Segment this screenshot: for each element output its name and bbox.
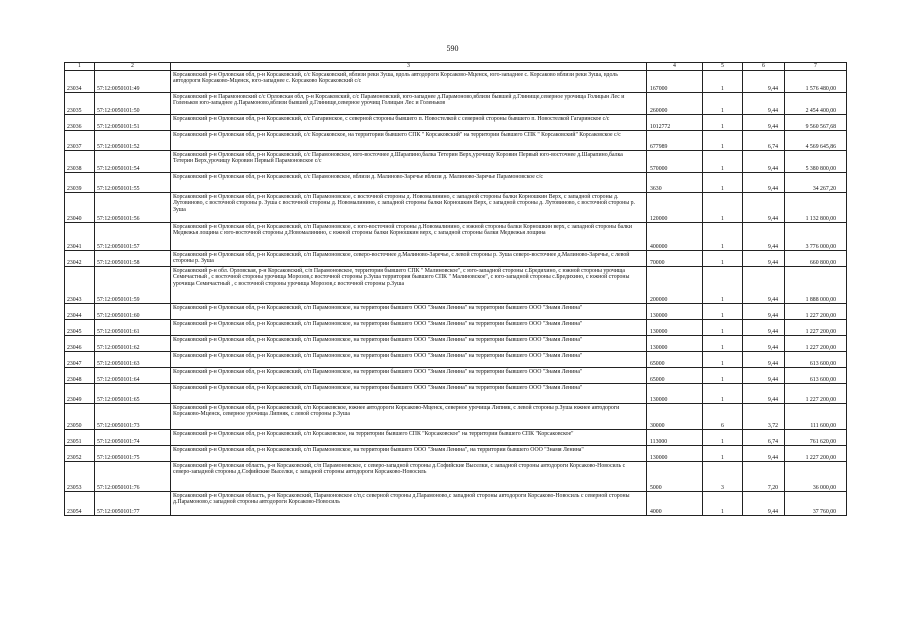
rate-value: 9,44 (743, 368, 785, 384)
location-description: Корсаковский р-н обл. Орловская, р-н Корсаковский, с/п Парамоновское, территория бывшего СПК " Малиновское", с юго-западной стороны с.Бредихино, с южной стороны урочища Семичастный , с восточной стороны урочища Морозов,с восточной стороны р.Зуша территория бывшего СПК " Малиновское", с юго-западной стороны с.Бредихино, с южной стороны урочища Семичастный , с восточной стороны урочища Морозов,с восточной стороны р.Зуша (171, 267, 647, 304)
group-value: 1 (703, 251, 743, 267)
table-row (65, 115, 847, 131)
row-number: 23037 (65, 131, 95, 151)
rate-value: 9,44 (743, 173, 785, 193)
row-number: 23050 (65, 404, 95, 430)
table-row (65, 446, 847, 462)
table-row (65, 462, 847, 492)
table-row (65, 223, 847, 251)
group-value: 1 (703, 71, 743, 93)
row-number: 23053 (65, 462, 95, 492)
area-value: 200000 (647, 267, 703, 304)
column-header: 5 (703, 63, 743, 71)
group-value: 1 (703, 446, 743, 462)
row-number: 23043 (65, 267, 95, 304)
cadastral-number: 57:12:0050101:76 (95, 462, 171, 492)
column-header: 3 (171, 63, 647, 71)
area-value: 570000 (647, 151, 703, 173)
area-value: 130000 (647, 446, 703, 462)
group-value: 1 (703, 173, 743, 193)
rate-value: 3,72 (743, 404, 785, 430)
area-value: 120000 (647, 193, 703, 223)
rate-value: 9,44 (743, 193, 785, 223)
row-number: 23035 (65, 93, 95, 115)
area-value: 130000 (647, 336, 703, 352)
group-value: 1 (703, 115, 743, 131)
table-row (65, 151, 847, 173)
group-value: 1 (703, 304, 743, 320)
location-description: Корсаковский р-н Орловская обл, р-н Корсаковский, с/с Корсаковский, вблизи реки Зуша, вдоль автодороги Корсаково-Мценск, юго-западнее с. Корсаково вблизи реки Зуша, вдоль автодороги Корсаково-Мценск, юго-западнее с. Корсаково Корсаковский с/с (171, 71, 647, 93)
cadastral-number: 57:12:0050101:73 (95, 404, 171, 430)
cadastral-value: 1 227 200,00 (785, 320, 847, 336)
area-value: 30000 (647, 404, 703, 430)
cadastral-number: 57:12:0050101:54 (95, 151, 171, 173)
row-number: 23054 (65, 492, 95, 516)
group-value: 1 (703, 430, 743, 446)
row-number: 23044 (65, 304, 95, 320)
area-value: 260000 (647, 93, 703, 115)
group-value: 3 (703, 462, 743, 492)
rate-value: 9,44 (743, 93, 785, 115)
location-description: Корсаковский р-н Орловская обл, р-н Корсаковский, с/п Корсаковское, на территории бывшего СПК "Корсаковское" на территории бывшего СПК "Корсаковское" (171, 430, 647, 446)
cadastral-value: 37 760,00 (785, 492, 847, 516)
cadastral-value: 36 000,00 (785, 462, 847, 492)
group-value: 1 (703, 384, 743, 404)
table-row (65, 131, 847, 151)
table-row (65, 492, 847, 516)
location-description: Корсаковский р-н Орловская обл, р-н Корсаковский, с/п Парамоновское, на территории бывшего ООО "Знамя Ленина", на территории бывшего ООО "Знамя Ленина" (171, 446, 647, 462)
cadastral-number: 57:12:0050101:65 (95, 384, 171, 404)
cadastral-number: 57:12:0050101:55 (95, 173, 171, 193)
group-value: 1 (703, 320, 743, 336)
rate-value: 9,44 (743, 320, 785, 336)
column-header: 4 (647, 63, 703, 71)
rate-value: 9,44 (743, 251, 785, 267)
group-value: 1 (703, 131, 743, 151)
group-value: 1 (703, 223, 743, 251)
area-value: 3630 (647, 173, 703, 193)
rate-value: 9,44 (743, 267, 785, 304)
cadastral-value: 3 776 000,00 (785, 223, 847, 251)
table-row (65, 352, 847, 368)
row-number: 23039 (65, 173, 95, 193)
rate-value: 9,44 (743, 304, 785, 320)
cadastral-number: 57:12:0050101:64 (95, 368, 171, 384)
area-value: 130000 (647, 384, 703, 404)
cadastral-value: 1 888 000,00 (785, 267, 847, 304)
cadastral-value: 111 600,00 (785, 404, 847, 430)
row-number: 23034 (65, 71, 95, 93)
cadastral-value: 660 800,00 (785, 251, 847, 267)
cadastral-number: 57:12:0050101:60 (95, 304, 171, 320)
cadastral-value: 2 454 400,00 (785, 93, 847, 115)
area-value: 1012772 (647, 115, 703, 131)
location-description: Корсаковский р-н Орловская обл, р-н Корсаковский, с/п Парамоновское, северо-восточнее д.Малиново-Заречье, с левой стороны р. Зуша северо-восточнее д.Малиново-Заречье, с левой стороны р. Зуша (171, 251, 647, 267)
table-row (65, 430, 847, 446)
cadastral-value: 613 600,00 (785, 352, 847, 368)
cadastral-value: 1 227 200,00 (785, 336, 847, 352)
table-row (65, 71, 847, 93)
rate-value: 9,44 (743, 446, 785, 462)
column-header: 7 (785, 63, 847, 71)
rate-value: 9,44 (743, 115, 785, 131)
area-value: 167000 (647, 71, 703, 93)
row-number: 23041 (65, 223, 95, 251)
group-value: 1 (703, 368, 743, 384)
rate-value: 9,44 (743, 492, 785, 516)
rate-value: 9,44 (743, 384, 785, 404)
cadastral-value: 761 620,00 (785, 430, 847, 446)
cadastral-value: 4 569 645,86 (785, 131, 847, 151)
cadastral-value: 1 227 200,00 (785, 384, 847, 404)
area-value: 5000 (647, 462, 703, 492)
location-description: Корсаковский р-н Орловская обл, р-н Корсаковский, с/с Корсаковское, на территории бывшего СПК " Корсаковский" на территории бывшего СПК " Корсаковский" Корсаковское с/с (171, 131, 647, 151)
group-value: 1 (703, 352, 743, 368)
group-value: 1 (703, 492, 743, 516)
table-row (65, 267, 847, 304)
area-value: 70000 (647, 251, 703, 267)
location-description: Корсаковский р-н Орловская обл, р-н Корсаковский, с/п Парамоновское, с восточной стороны д. Новомалинино, с западной стороны балки Корношкин Верх, с западной стороны д. Лутовиново, с восточной стороны р. Зуша с восточной стороны д. Новомалинино, с западной стороны балки Корношкин Верх, с западной стороны д. Лутовиново, с восточной стороны р. Зуша (171, 193, 647, 223)
rate-value: 9,44 (743, 352, 785, 368)
cadastral-number: 57:12:0050101:75 (95, 446, 171, 462)
table-row (65, 384, 847, 404)
location-description: Корсаковский р-н Орловская обл, р-н Корсаковский, с/с Гагаринское, с северной стороны бывшего п. Новостелкой с северной стороны бывшего п. Новостелкой Гагаринское с/с (171, 115, 647, 131)
location-description: Корсаковский р-н Орловская обл, р-н Корсаковский, с/п Парамоновское, на территории бывшего ООО "Знамя Ленина" на территории бывшего ООО "Знамя Ленина" (171, 320, 647, 336)
group-value: 1 (703, 151, 743, 173)
table-row (65, 304, 847, 320)
page-number: 590 (446, 44, 459, 53)
cadastral-number: 57:12:0050101:62 (95, 336, 171, 352)
area-value: 677989 (647, 131, 703, 151)
row-number: 23036 (65, 115, 95, 131)
cadastral-number: 57:12:0050101:58 (95, 251, 171, 267)
cadastral-value: 613 600,00 (785, 368, 847, 384)
column-header: 6 (743, 63, 785, 71)
group-value: 1 (703, 267, 743, 304)
location-description: Корсаковский р-н Орловская обл, р-н Корсаковский, с/п Парамоновское, на территории бывшего ООО "Знамя Ленина" на территории бывшего ООО "Знамя Ленина" (171, 384, 647, 404)
row-number: 23038 (65, 151, 95, 173)
land-plots-table (64, 62, 847, 516)
location-description: Корсаковский р-н Орловская обл, р-н Корсаковский, с/п Парамоновское, на территории бывшего ООО "Знамя Ленина" на территории бывшего ООО "Знамя Ленина" (171, 304, 647, 320)
table-header-row (65, 63, 847, 71)
column-header: 1 (65, 63, 95, 71)
row-number: 23046 (65, 336, 95, 352)
row-number: 23049 (65, 384, 95, 404)
group-value: 1 (703, 336, 743, 352)
table-row (65, 193, 847, 223)
area-value: 65000 (647, 368, 703, 384)
area-value: 130000 (647, 320, 703, 336)
group-value: 1 (703, 93, 743, 115)
rate-value: 9,44 (743, 336, 785, 352)
table-row (65, 336, 847, 352)
cadastral-value: 1 227 200,00 (785, 446, 847, 462)
area-value: 4000 (647, 492, 703, 516)
cadastral-number: 57:12:0050101:77 (95, 492, 171, 516)
rate-value: 9,44 (743, 151, 785, 173)
location-description: Корсаковский р-н Орловская обл, р-н Корсаковский, с/с Парамоновское, юго-восточнее д.Шарапино,балка Тетерин Верх,урочищу Коровин Первый юго-восточнее д.Шарапино,балка Тетерин Верх,урочищу Коровин Первый Парамоновское с/с (171, 151, 647, 173)
location-description: Корсаковский р-н Парамоновский с/с Орловская обл, р-н Корсаковский, с/с Парамоновский, юго-западнее д.Парамоново,вблизи бывшей д.Глинище,северное урочища Голицын Лес и Голеньков юго-западнее д.Парамоново,вблизи бывшей д.Глинище,северное урочищ Голицын Лес и Голеньков (171, 93, 647, 115)
cadastral-number: 57:12:0050101:51 (95, 115, 171, 131)
location-description: Корсаковский р-н Орловская обл, р-н Корсаковский, с/п Парамоновское, на территории бывшего ООО "Знамя Ленина" на территории бывшего ООО "Знамя Ленина" (171, 336, 647, 352)
cadastral-value: 9 560 567,68 (785, 115, 847, 131)
area-value: 400000 (647, 223, 703, 251)
location-description: Корсаковский р-н Орловская обл, р-н Корсаковский, с/п Парамоновское, на территории бывшего ООО "Знамя Ленина" на территории бывшего ООО "Знамя Ленина" (171, 368, 647, 384)
cadastral-value: 1 576 480,00 (785, 71, 847, 93)
location-description: Корсаковский р-н Орловская обл, р-н Корсаковский, с/п Парамоновское, на территории бывшего ООО "Знамя Ленина" на территории бывшего ООО "Знамя Ленина" (171, 352, 647, 368)
column-header: 2 (95, 63, 171, 71)
cadastral-value: 1 132 800,00 (785, 193, 847, 223)
rate-value: 6,74 (743, 430, 785, 446)
cadastral-number: 57:12:0050101:57 (95, 223, 171, 251)
table-row (65, 368, 847, 384)
cadastral-number: 57:12:0050101:52 (95, 131, 171, 151)
row-number: 23047 (65, 352, 95, 368)
cadastral-value: 34 267,20 (785, 173, 847, 193)
row-number: 23040 (65, 193, 95, 223)
rate-value: 9,44 (743, 223, 785, 251)
table-row (65, 93, 847, 115)
rate-value: 9,44 (743, 71, 785, 93)
row-number: 23051 (65, 430, 95, 446)
group-value: 1 (703, 193, 743, 223)
row-number: 23048 (65, 368, 95, 384)
location-description: Корсаковский р-н Орловская область, р-н Корсаковский, с/п Парамоновское, с северо-западной стороны д.Софийские Выселки, с западной стороны автодороги Корсаково-Новосиль с северо-западной стороны д.Софийские Выселки, с западной стороны автодороги Корсаково-Новосиль (171, 462, 647, 492)
area-value: 130000 (647, 304, 703, 320)
cadastral-number: 57:12:0050101:56 (95, 193, 171, 223)
row-number: 23052 (65, 446, 95, 462)
table-row (65, 320, 847, 336)
cadastral-value: 5 380 800,00 (785, 151, 847, 173)
row-number: 23042 (65, 251, 95, 267)
cadastral-number: 57:12:0050101:50 (95, 93, 171, 115)
rate-value: 7,20 (743, 462, 785, 492)
table-row (65, 173, 847, 193)
cadastral-value: 1 227 200,00 (785, 304, 847, 320)
cadastral-number: 57:12:0050101:49 (95, 71, 171, 93)
location-description: Корсаковский р-н Орловская обл, р-н Корсаковский, с/п Корсаковское, южнее автодороги Корсаково-Мценск, северное урочища Липняк, с левой стороны р.Зуша южнее автодороги Корсаково-Мценск, северное урочища Липняк, с левой стороны р.Зуша (171, 404, 647, 430)
location-description: Корсаковский р-н Орловская обл, р-н Корсаковский, с/с Парамоновское, вблизи д. Малиново-Заречье вблизи д. Малиново-Заречье Парамоновское с/с (171, 173, 647, 193)
location-description: Корсаковский р-н Орловская обл, р-н Корсаковский, с/п Парамоновское, с юго-восточной стороны д.Новомалинино, с южной стороны балки Корношкин верх, с западной стороны балки Медвежья лощина с юго-восточной стороны д.Новомалинино, с южной стороны балки Корношкин верх, с западной стороны балки Медвежья лощина (171, 223, 647, 251)
table-row (65, 404, 847, 430)
table-row (65, 251, 847, 267)
area-value: 113000 (647, 430, 703, 446)
area-value: 65000 (647, 352, 703, 368)
location-description: Корсаковский р-н Орловская область, р-н Корсаковский, Парамоновское с/п,с северной стороны д.Парамоново,с западной стороны автодороги Корсаково-Новосиль с северной стороны д.Парамоново,с западной стороны автодороги Корсаково-Новосиль (171, 492, 647, 516)
cadastral-number: 57:12:0050101:63 (95, 352, 171, 368)
group-value: 6 (703, 404, 743, 430)
row-number: 23045 (65, 320, 95, 336)
cadastral-number: 57:12:0050101:61 (95, 320, 171, 336)
rate-value: 6,74 (743, 131, 785, 151)
cadastral-number: 57:12:0050101:59 (95, 267, 171, 304)
cadastral-number: 57:12:0050101:74 (95, 430, 171, 446)
